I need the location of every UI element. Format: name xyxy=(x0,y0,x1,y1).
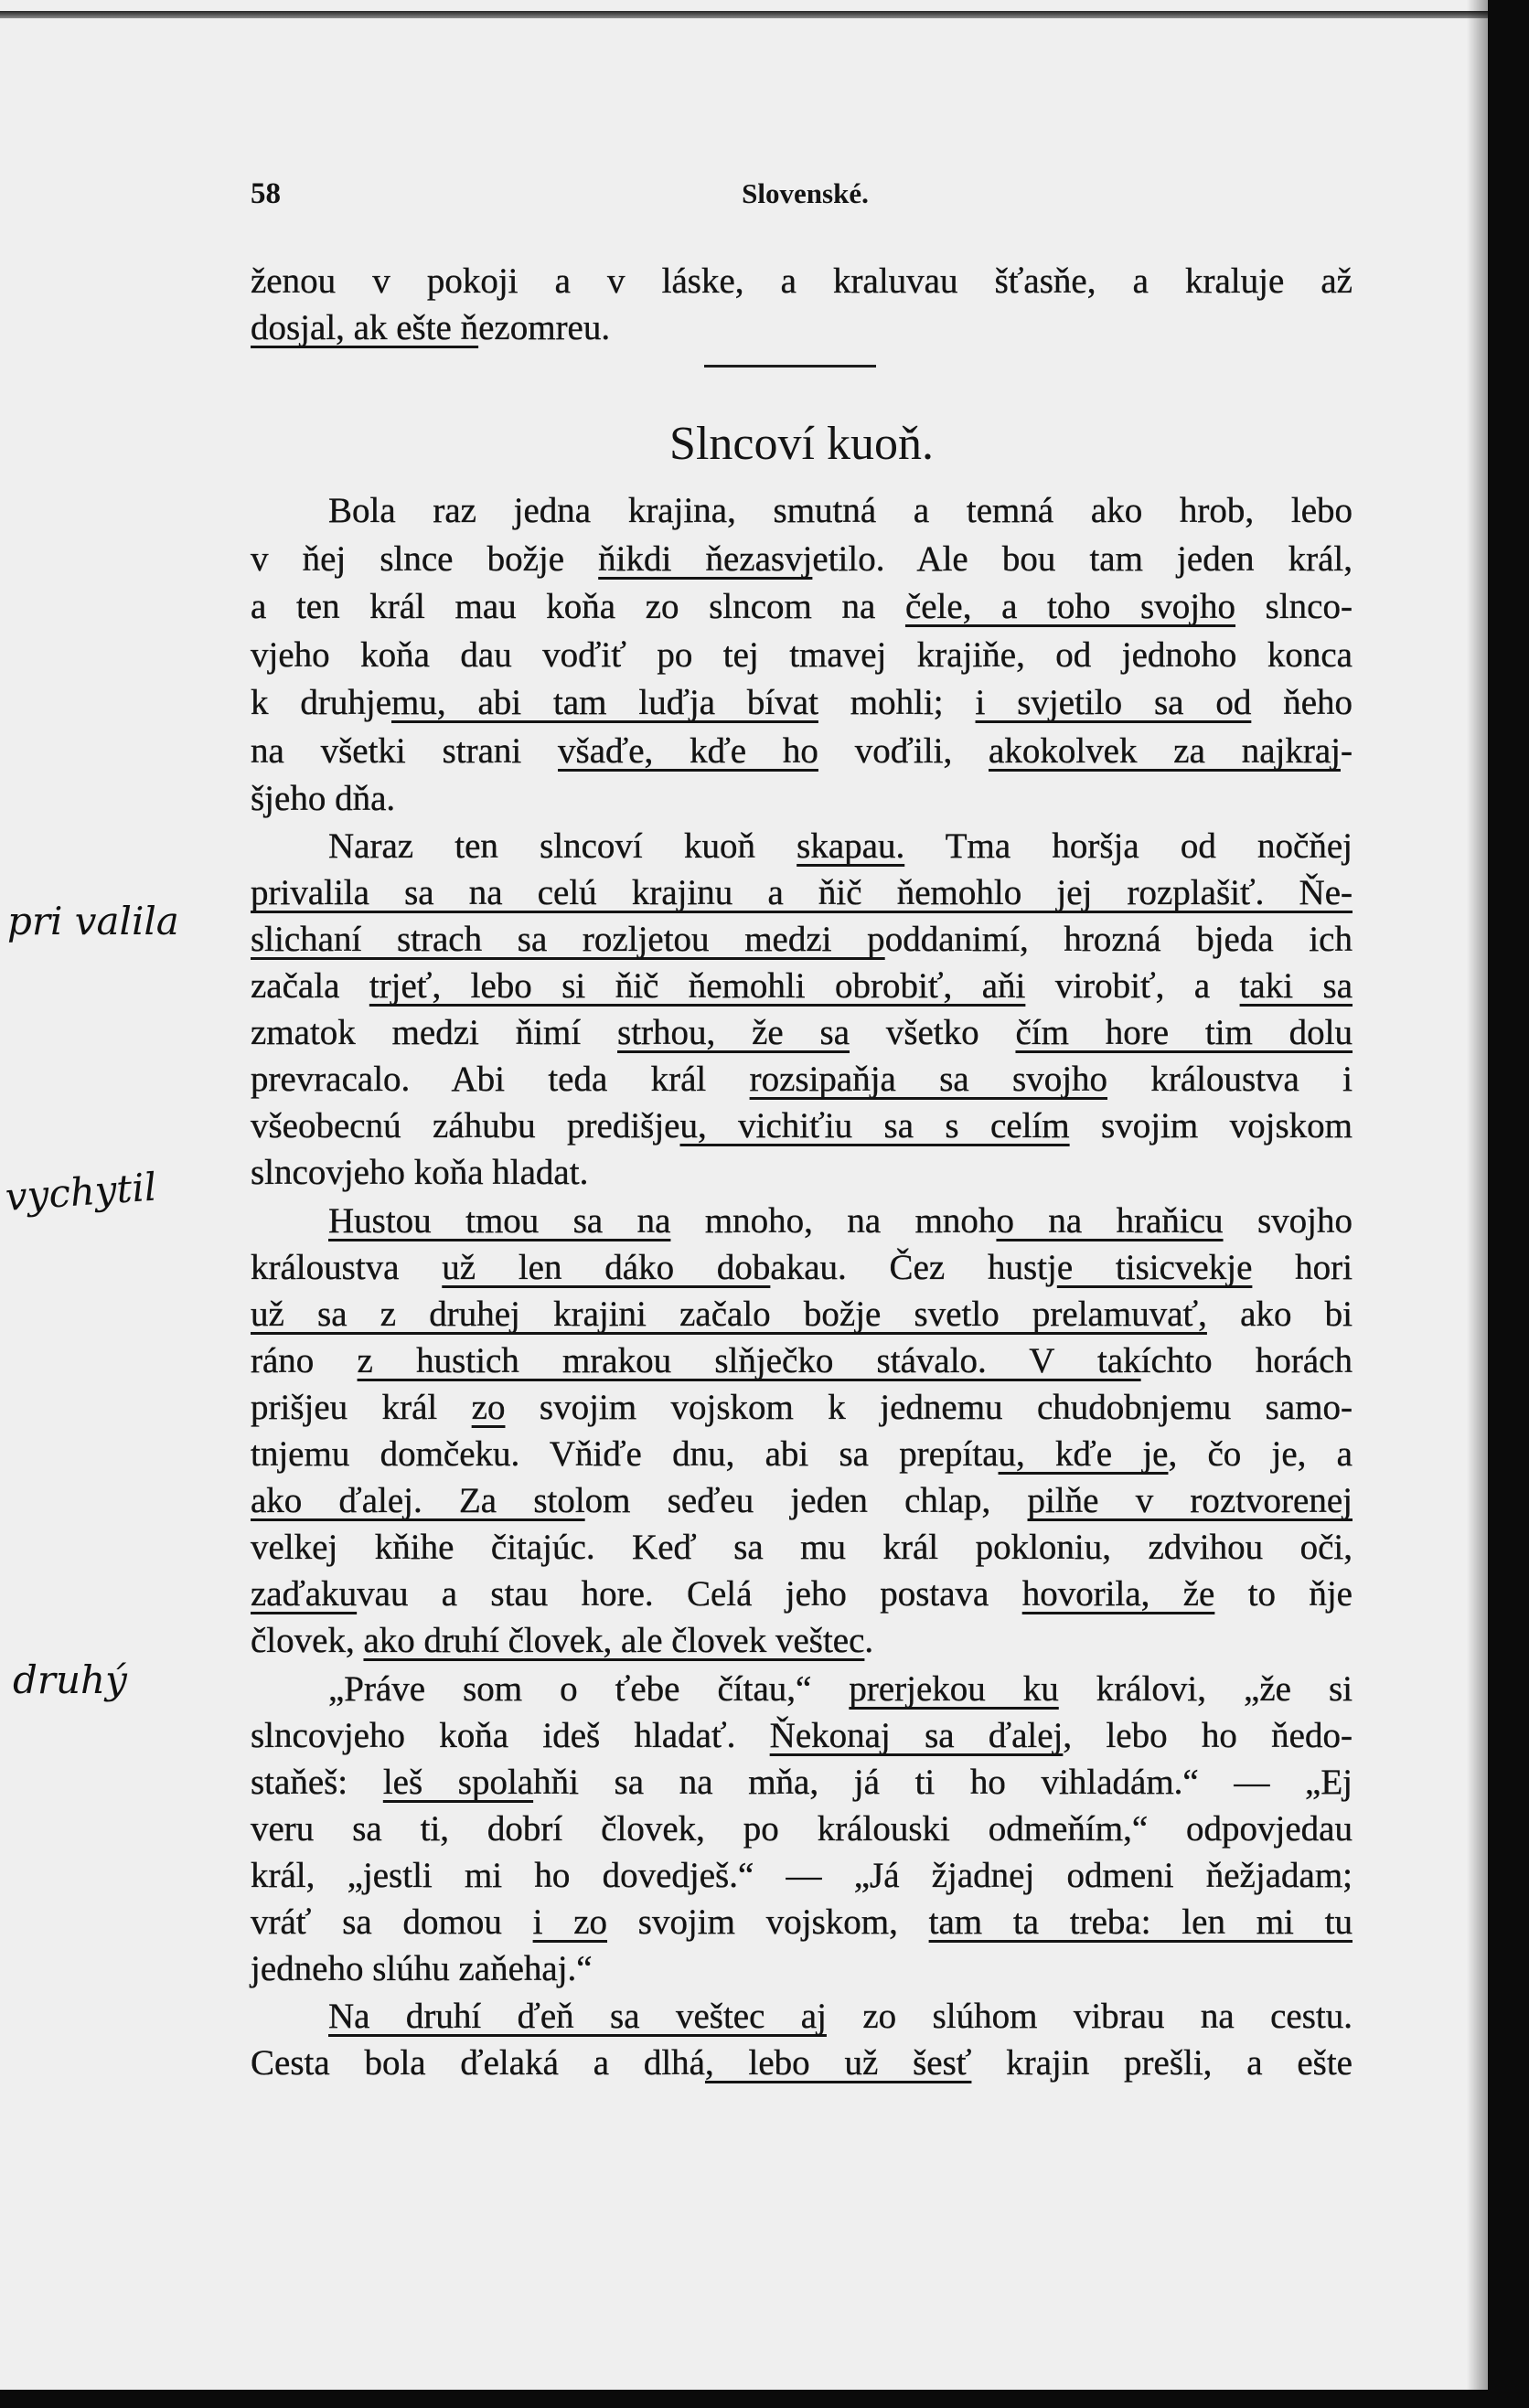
handwritten-margin-note: druhý xyxy=(13,1657,127,1702)
text-run: všeobecnú záhubu predišje xyxy=(251,1106,680,1145)
underlined-text: trjeť, lebo si ňič ňemohli obrobiť, aňi xyxy=(369,966,1026,1006)
text-run: krajin prešli, a ešte xyxy=(971,2043,1353,2083)
text-run: - xyxy=(1340,730,1353,771)
underlined-text: čím hore tim dolu xyxy=(1015,1013,1353,1052)
text-line xyxy=(251,1009,1353,1056)
underlined-text: hovorila, že xyxy=(1021,1574,1215,1614)
text-run: tnjemu domčeku. Vňiďe dnu, abi sa prepíta xyxy=(251,1434,999,1474)
continued-paragraph xyxy=(251,258,1353,351)
text-run: velkej kňihe čitajúc. Keď sa mu král pokloniu, zdvihou oči, xyxy=(251,1528,1353,1567)
text-run: oddanimí, hrozná bjeda ich xyxy=(884,920,1353,959)
text-line xyxy=(251,1852,1353,1899)
text-run: prevracalo. Abi teda král xyxy=(251,1060,750,1099)
text-run: k druhje xyxy=(251,683,392,722)
text-line xyxy=(251,1571,1353,1617)
text-line xyxy=(251,2040,1353,2086)
underlined-text: zo xyxy=(471,1388,506,1427)
underlined-text: u, kďe je xyxy=(998,1434,1169,1474)
text-run: všetko xyxy=(850,1013,1016,1052)
text-line xyxy=(251,823,1353,869)
text-run: om seďeu jeden chlap, xyxy=(584,1481,1028,1520)
handwritten-margin-note: pri valila xyxy=(7,899,179,943)
story-paragraph xyxy=(251,487,1353,824)
text-line xyxy=(251,1337,1353,1384)
text-run: na všetki strani xyxy=(251,730,559,771)
underlined-text: zaďaku xyxy=(251,1574,358,1614)
text-run: vjeho koňa dau voďiť po tej tmavej krajiňe, od jednoho konca xyxy=(251,634,1353,675)
text-run: začala xyxy=(251,966,369,1006)
underlined-text: strhou, že sa xyxy=(617,1013,850,1052)
text-line xyxy=(251,536,1353,584)
text-line xyxy=(251,258,1353,304)
underlined-text: už sa z druhej krajini začalo božje svetlo prelamuvať, xyxy=(251,1295,1207,1334)
underlined-text: prerjekou ku xyxy=(849,1669,1059,1709)
text-run: voďili, xyxy=(818,730,989,771)
underlined-text: o na hraňicu xyxy=(996,1201,1224,1241)
underlined-text: akokolvek za najkraj xyxy=(989,730,1341,771)
text-line xyxy=(251,1477,1353,1524)
underlined-text: slichaní strach sa rozljetou medzi p xyxy=(251,920,885,959)
text-line xyxy=(251,487,1353,536)
story-title: Slncoví kuoň. xyxy=(669,418,934,470)
text-run: to ňje xyxy=(1214,1574,1353,1614)
text-line xyxy=(251,1198,1353,1244)
text-run: ezomreu. xyxy=(478,308,611,347)
text-line xyxy=(251,1759,1353,1806)
text-run: svojho xyxy=(1223,1201,1353,1241)
text-run: Naraz ten slncoví kuoň xyxy=(328,826,797,866)
underlined-text: taki sa xyxy=(1239,966,1353,1006)
underlined-text: skapau. xyxy=(797,826,905,866)
underlined-text: Hustou tmou sa na xyxy=(328,1201,671,1241)
text-run: král, „jestli mi ho dovedješ.“ — „Já žjadnej odmeni ňežjadam; xyxy=(251,1856,1353,1895)
text-line xyxy=(251,632,1353,680)
underlined-text: i zo xyxy=(532,1902,608,1942)
text-run: . xyxy=(864,1621,874,1660)
page-number: 58 xyxy=(251,177,281,210)
text-run: ako bi xyxy=(1206,1295,1353,1334)
underlined-text: dosjal, ak ešte ň xyxy=(251,308,479,347)
text-run: virobiť, a xyxy=(1025,966,1240,1006)
text-line xyxy=(251,1945,1353,1992)
text-run: íchto horách xyxy=(1140,1341,1353,1380)
text-run: veru sa ti, dobrí človek, po králouski odmeňím,“ odpovjedau xyxy=(251,1809,1353,1849)
underlined-text: všaďe, kďe ho xyxy=(558,730,818,771)
text-run: zmatok medzi ňimí xyxy=(251,1013,618,1052)
text-run: Bola raz jedna krajina, smutná a temná ako hrob, lebo xyxy=(328,491,1353,530)
text-run: „Práve som o ťebe čítau,“ xyxy=(328,1669,850,1709)
text-line xyxy=(251,1899,1353,1945)
text-line xyxy=(251,679,1353,728)
underlined-text: čele, a toho svojho xyxy=(904,587,1236,626)
text-line xyxy=(251,1384,1353,1431)
text-line xyxy=(251,304,1353,351)
text-run: ráno xyxy=(251,1341,358,1380)
text-run: ňeho xyxy=(1251,683,1353,722)
text-line xyxy=(251,1149,1353,1196)
text-run: staňeš: xyxy=(251,1763,383,1802)
underlined-text: , lebo už šesť xyxy=(704,2043,972,2083)
text-run: vau a stau hore. Celá jeho postava xyxy=(357,1574,1022,1614)
text-line xyxy=(251,1993,1353,2040)
underlined-text: u, vichiťiu sa s celím xyxy=(679,1106,1070,1145)
running-head: Slovenské. xyxy=(742,177,869,209)
text-run: , lebo ho ňedo- xyxy=(1063,1716,1353,1755)
scan-bottom-edge xyxy=(0,2390,1529,2408)
text-run: hňi sa na mňa, já ti ho vihladám.“ — „Ej xyxy=(533,1763,1353,1802)
text-line xyxy=(251,1244,1353,1291)
underlined-text: ako ďalej. Za stol xyxy=(251,1481,585,1520)
text-line xyxy=(251,916,1353,963)
text-line xyxy=(251,869,1353,916)
underlined-text: tam ta treba: len mi tu xyxy=(928,1902,1353,1942)
text-run: jedneho slúhu zaňehaj.“ xyxy=(251,1949,593,1988)
text-run: ženou v pokoji a v láske, a kraluvau šťasňe, a kraluje až xyxy=(251,261,1353,301)
underlined-text: ňikdi ňezasvj xyxy=(598,538,813,579)
underlined-text: pilňe v roztvorenej xyxy=(1027,1481,1353,1520)
text-run: prišjeu král xyxy=(251,1388,472,1427)
text-run: vráť sa domou xyxy=(251,1902,533,1942)
underlined-text: leš spola xyxy=(382,1763,534,1802)
story-paragraph xyxy=(251,1666,1353,1992)
text-run: králoustva xyxy=(251,1248,443,1287)
text-run: etilo. Ale bou tam jeden král, xyxy=(812,538,1353,579)
text-line xyxy=(251,1103,1353,1149)
text-run: slncovjeho koňa hladat. xyxy=(251,1153,589,1192)
underlined-text: rozsipaňja sa svojho xyxy=(749,1060,1108,1099)
story-paragraph xyxy=(251,823,1353,1196)
text-run: človek, xyxy=(251,1621,364,1660)
text-run: Cesta bola ďelaká a dlhá xyxy=(251,2043,705,2083)
handwritten-margin-note: vychytil xyxy=(4,1164,158,1220)
text-line xyxy=(251,963,1353,1009)
text-run: mohli; xyxy=(818,683,976,722)
text-line xyxy=(251,775,1353,824)
underlined-text: privalila sa na celú krajinu a ňič ňemohlo jej rozplašiť. Ňe- xyxy=(251,873,1353,912)
scan-right-edge xyxy=(1488,0,1529,2408)
text-run: akau. Čez hustj xyxy=(770,1248,1057,1287)
text-line xyxy=(251,1666,1353,1712)
text-run: svojim vojskom k jednemu chudobnjemu samo- xyxy=(505,1388,1353,1427)
text-run: a ten král mau koňa zo slncom na xyxy=(251,587,905,626)
underlined-text: e tisicvekje xyxy=(1056,1248,1253,1287)
text-line xyxy=(251,1806,1353,1852)
underlined-text: Na druhí ďeň sa veštec aj xyxy=(328,1997,827,2036)
text-line xyxy=(251,583,1353,632)
text-run: slnco- xyxy=(1235,587,1353,626)
scan-top-edge xyxy=(0,11,1488,18)
text-run: hori xyxy=(1252,1248,1353,1287)
text-line xyxy=(251,1524,1353,1571)
section-divider xyxy=(704,365,876,368)
text-line xyxy=(251,1617,1353,1664)
text-line xyxy=(251,728,1353,776)
scan-right-shadow xyxy=(1467,0,1488,2408)
text-line xyxy=(251,1431,1353,1477)
underlined-text: ako druhí človek, ale človek veštec xyxy=(363,1621,865,1660)
text-run: svojim vojskom, xyxy=(607,1902,929,1942)
text-run: svojim vojskom xyxy=(1069,1106,1353,1145)
text-run: mnoho, na mnoh xyxy=(670,1201,997,1241)
story-paragraph xyxy=(251,1993,1353,2086)
text-run: v ňej slnce božje xyxy=(251,538,599,579)
text-run: zo slúhom vibrau na cestu. xyxy=(826,1997,1353,2036)
story-paragraph xyxy=(251,1198,1353,1664)
underlined-text: už len dáko dob xyxy=(442,1248,771,1287)
text-run: slncovjeho koňa ideš hladať. xyxy=(251,1716,770,1755)
text-line xyxy=(251,1712,1353,1759)
underlined-text: Ňekonaj sa ďalej xyxy=(769,1716,1064,1755)
text-run: šjeho dňa. xyxy=(251,779,396,818)
text-run: Tma horšja od nočňej xyxy=(904,826,1353,866)
underlined-text: z hustich mrakou slňječko stávalo. V tak xyxy=(357,1341,1141,1380)
text-run: králoustva i xyxy=(1107,1060,1353,1099)
text-run: královi, „že si xyxy=(1058,1669,1353,1709)
text-line xyxy=(251,1056,1353,1103)
underlined-text: i svjetilo sa od xyxy=(975,683,1252,722)
text-line xyxy=(251,1291,1353,1337)
text-run: , čo je, a xyxy=(1168,1434,1353,1474)
underlined-text: mu, abi tam luďja bívat xyxy=(391,683,818,722)
